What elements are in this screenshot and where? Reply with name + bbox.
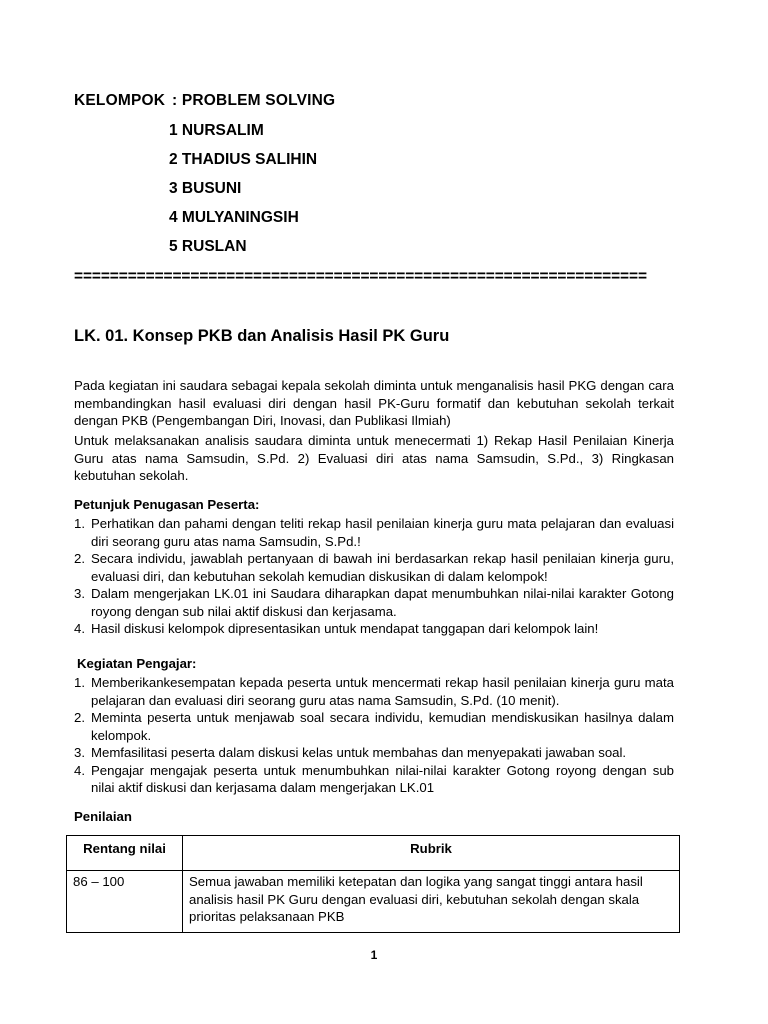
- cell-range: 86 – 100: [67, 871, 183, 933]
- list-item: [74, 762, 674, 797]
- member-item: 5 RUSLAN: [169, 238, 247, 255]
- rubric-table: [66, 835, 680, 933]
- list-number: 3.: [74, 586, 85, 601]
- list-text: Memfasilitasi peserta dalam diskusi kelas untuk membahas dan menyepakati jawaban soal.: [91, 745, 627, 760]
- participant-instructions-list: [74, 515, 674, 638]
- column-header-range: Rentang nilai: [67, 836, 183, 871]
- column-header-rubric: Rubrik: [183, 836, 680, 871]
- list-text: Memberikankesempatan kepada peserta untuk mencermati rekap hasil penilaian kinerja guru mata pelajaran dan evaluasi diri seorang guru atas nama Samsudin, S.Pd. (10 menit).: [91, 675, 674, 708]
- list-number: 4.: [74, 762, 85, 778]
- list-text: Secara individu, jawablah pertanyaan di bawah ini berdasarkan rekap hasil penilaian kinerja guru, evaluasi diri, dan kebutuhan sekolah kemudian diskusikan di dalam kelompok!: [91, 551, 674, 584]
- list-text: Dalam mengerjakan LK.01 ini Saudara diharapkan dapat menumbuhkan nilai-nilai karakter Gotong royong dengan sub nilai aktif diskusi dan kerjasama.: [91, 586, 674, 619]
- group-label: KELOMPOK: [74, 92, 166, 109]
- member-item: 2 THADIUS SALIHIN: [169, 151, 318, 168]
- table-header-row: [67, 836, 680, 871]
- member-item: 3 BUSUNI: [169, 180, 242, 197]
- member-list: [169, 121, 317, 266]
- list-number: 2.: [74, 551, 85, 566]
- separator-line: ================================================================: [74, 268, 647, 285]
- list-number: 1.: [74, 516, 85, 531]
- member-item: 4 MULYANINGSIH: [169, 209, 299, 226]
- list-text: Hasil diskusi kelompok dipresentasikan untuk mendapat tanggapan dari kelompok lain!: [91, 621, 599, 636]
- intro-paragraph: Pada kegiatan ini saudara sebagai kepala sekolah diminta untuk menganalisis hasil PKG dengan cara membandingkan hasil evaluasi diri dengan hasil PK-Guru formatif dan kebutuhan sekolah terkait dengan PKB (Pengembangan Diri, Inovasi, dan Publikasi Ilmiah): [74, 378, 674, 428]
- teacher-activities-heading: Kegiatan Pengajar:: [77, 656, 197, 671]
- member-item: 1 NURSALIM: [169, 122, 264, 139]
- list-text: Perhatikan dan pahami dengan teliti rekap hasil penilaian kinerja guru mata pelajaran dan evaluasi diri seorang guru atas nama Samsudin, S.Pd.!: [91, 516, 674, 549]
- list-item: [74, 585, 674, 620]
- assessment-heading: Penilaian: [74, 809, 132, 824]
- list-item: [74, 709, 674, 744]
- instruction-paragraph: Untuk melaksanakan analisis saudara diminta untuk menecermati 1) Rekap Hasil Penilaian Kinerja Guru atas nama Samsudin, S.Pd. 2) Evaluasi diri atas nama Samsudin, S.Pd., 3) Ringkasan kebutuhan sekolah.: [74, 433, 674, 483]
- list-item: [74, 744, 674, 762]
- list-text: Pengajar mengajak peserta untuk menumbuhkan nilai-nilai karakter Gotong royong dengan sub nilai aktif diskusi dan kerjasama dalam mengerjakan LK.01: [91, 762, 674, 795]
- list-number: 2.: [74, 710, 85, 725]
- group-heading: [74, 92, 335, 110]
- list-text: Meminta peserta untuk menjawab soal secara individu, kemudian mendiskusikan hasilnya dalam kelompok.: [91, 710, 674, 743]
- list-number: 4.: [74, 621, 85, 636]
- worksheet-title: LK. 01. Konsep PKB dan Analisis Hasil PK Guru: [74, 327, 450, 345]
- list-item: [74, 515, 674, 550]
- list-item: [74, 674, 674, 709]
- cell-rubric: Semua jawaban memiliki ketepatan dan logika yang sangat tinggi antara hasil analisis hasil PK Guru dengan evaluasi diri, kebutuhan sekolah dengan skala prioritas pelaksanaan PKB: [183, 871, 680, 933]
- list-number: 3.: [74, 745, 85, 760]
- teacher-activities-list: [74, 674, 674, 797]
- list-item: [74, 620, 674, 638]
- list-item: [74, 550, 674, 585]
- table-row: [67, 871, 680, 933]
- page-number: 1: [370, 948, 378, 962]
- group-name: : PROBLEM SOLVING: [172, 92, 336, 109]
- list-number: 1.: [74, 675, 85, 690]
- participant-instructions-heading: Petunjuk Penugasan Peserta:: [74, 497, 260, 512]
